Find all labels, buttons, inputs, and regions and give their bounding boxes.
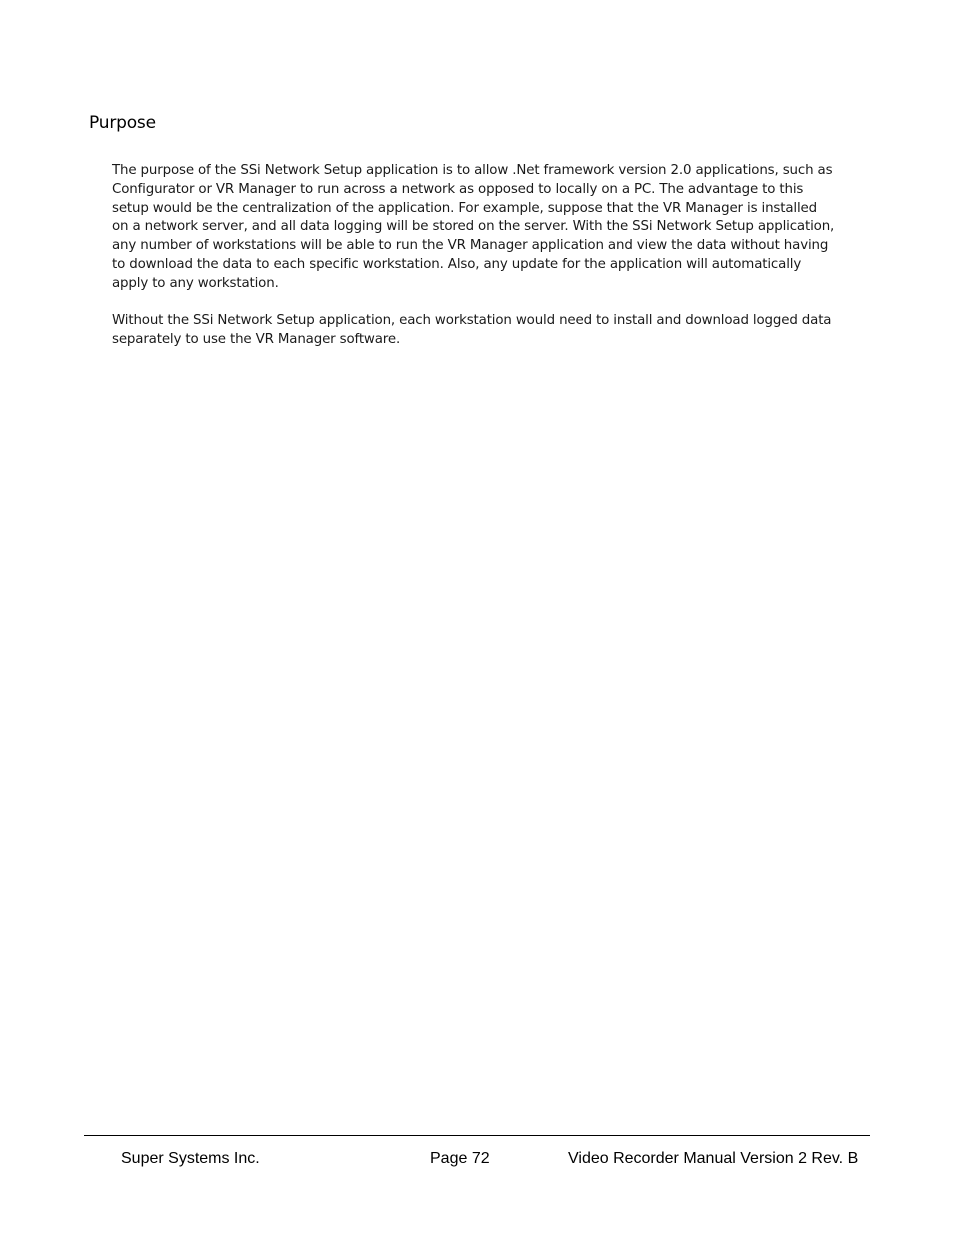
footer-document-title: Video Recorder Manual Version 2 Rev. B	[568, 1150, 859, 1167]
body-paragraph: Without the SSi Network Setup application, each workstation would need to install and download logged data separately to use the VR Manager software.	[112, 313, 832, 347]
footer-company: Super Systems Inc.	[121, 1150, 260, 1167]
body-paragraph: The purpose of the SSi Network Setup application is to allow .Net framework version 2.0 applications, such as Configurator or VR Manager to run across a network as opposed to locally on a PC. The advantage to this setup would be the centralization of the application. For example, suppose that the VR Manager is installed on a network server, and all data logging will be stored on the server. With the SSi Network Setup application, any number of workstations will be able to run the VR Manager application and view the data without having to download the data to each specific workstation. Also, any update for the application will automatically apply to any workstation.	[112, 163, 835, 291]
footer-divider	[84, 1135, 870, 1136]
section-title: Purpose	[89, 113, 156, 133]
footer-page-number: Page 72	[430, 1150, 490, 1167]
